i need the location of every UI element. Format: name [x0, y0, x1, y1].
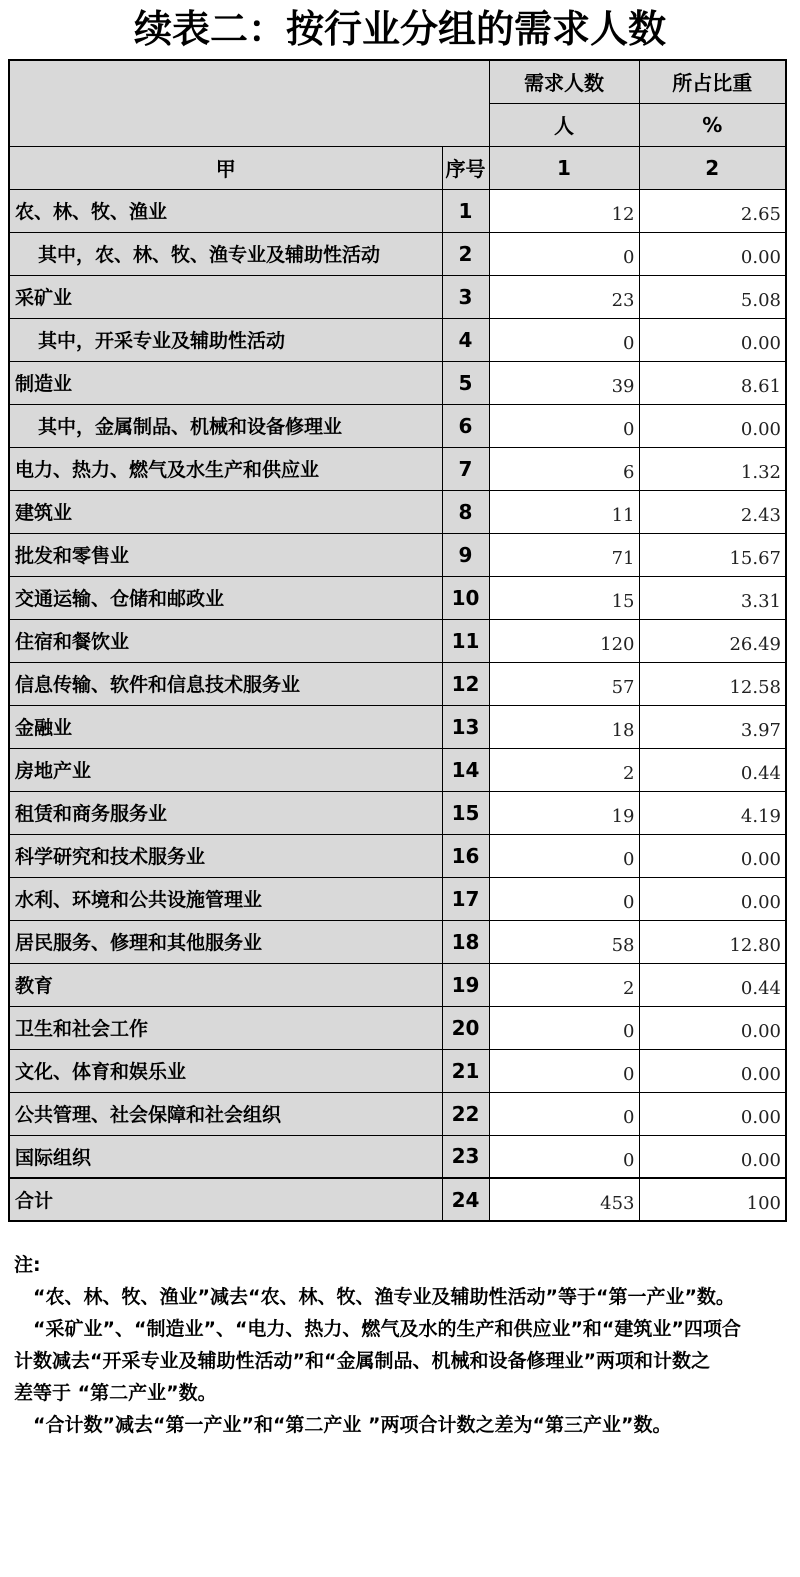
row-ratio-cell: 3.31	[639, 576, 786, 619]
table-row	[9, 1178, 786, 1221]
table-row	[9, 705, 786, 748]
table-row	[9, 619, 786, 662]
row-ratio-cell: 4.19	[639, 791, 786, 834]
row-name-cell: 科学研究和技术服务业	[9, 834, 442, 877]
header-index-count: 1	[489, 146, 639, 189]
row-name-cell: 租赁和商务服务业	[9, 791, 442, 834]
row-ratio-cell: 12.80	[639, 920, 786, 963]
row-count-cell: 0	[489, 1049, 639, 1092]
row-name-cell: 交通运输、仓储和邮政业	[9, 576, 442, 619]
row-count-cell: 120	[489, 619, 639, 662]
row-count-cell: 19	[489, 791, 639, 834]
row-name-cell: 合计	[9, 1178, 442, 1221]
row-count-cell: 0	[489, 318, 639, 361]
row-ratio-cell: 0.44	[639, 963, 786, 1006]
header-demand-count: 需求人数	[489, 60, 639, 103]
row-count-cell: 0	[489, 232, 639, 275]
table-row	[9, 963, 786, 1006]
footnotes	[14, 1249, 784, 1441]
table-row	[9, 232, 786, 275]
note-line: “采矿业”、“制造业”、“电力、热力、燃气及水的生产和供应业”和“建筑业”四项合	[14, 1318, 741, 1340]
row-ratio-cell: 3.97	[639, 705, 786, 748]
row-count-cell: 0	[489, 1135, 639, 1178]
row-ratio-cell: 0.00	[639, 404, 786, 447]
row-ratio-cell: 100	[639, 1178, 786, 1221]
row-seq-cell: 23	[442, 1135, 489, 1178]
row-seq-cell: 10	[442, 576, 489, 619]
row-name-cell: 公共管理、社会保障和社会组织	[9, 1092, 442, 1135]
row-ratio-cell: 0.00	[639, 1049, 786, 1092]
row-name-cell: 其中，农、林、牧、渔专业及辅助性活动	[9, 232, 442, 275]
row-count-cell: 23	[489, 275, 639, 318]
row-name-cell: 农、林、牧、渔业	[9, 189, 442, 232]
table-row	[9, 834, 786, 877]
row-seq-cell: 20	[442, 1006, 489, 1049]
row-name-cell: 信息传输、软件和信息技术服务业	[9, 662, 442, 705]
table-row	[9, 404, 786, 447]
header-unit-ratio: %	[639, 103, 786, 146]
row-seq-cell: 24	[442, 1178, 489, 1221]
header-unit-count: 人	[489, 103, 639, 146]
row-count-cell: 58	[489, 920, 639, 963]
row-count-cell: 0	[489, 834, 639, 877]
row-seq-cell: 21	[442, 1049, 489, 1092]
row-ratio-cell: 0.00	[639, 877, 786, 920]
row-ratio-cell: 12.58	[639, 662, 786, 705]
header-seq-col: 序号	[442, 146, 489, 189]
row-count-cell: 0	[489, 877, 639, 920]
row-name-cell: 教育	[9, 963, 442, 1006]
page-title: 续表二：按行业分组的需求人数	[133, 7, 666, 51]
row-count-cell: 2	[489, 748, 639, 791]
row-count-cell: 15	[489, 576, 639, 619]
row-count-cell: 12	[489, 189, 639, 232]
row-seq-cell: 8	[442, 490, 489, 533]
table-row	[9, 1092, 786, 1135]
row-count-cell: 453	[489, 1178, 639, 1221]
note-line: 差等于 “第二产业”数。	[14, 1382, 217, 1404]
header-blank-cell	[9, 60, 489, 146]
note-line: 注:	[14, 1254, 41, 1276]
row-ratio-cell: 0.00	[639, 1135, 786, 1178]
row-count-cell: 18	[489, 705, 639, 748]
row-seq-cell: 3	[442, 275, 489, 318]
row-count-cell: 0	[489, 1092, 639, 1135]
row-count-cell: 71	[489, 533, 639, 576]
row-seq-cell: 18	[442, 920, 489, 963]
row-ratio-cell: 0.00	[639, 1006, 786, 1049]
table-row	[9, 662, 786, 705]
row-name-cell: 批发和零售业	[9, 533, 442, 576]
table-row	[9, 447, 786, 490]
row-count-cell: 6	[489, 447, 639, 490]
row-ratio-cell: 5.08	[639, 275, 786, 318]
row-ratio-cell: 0.00	[639, 1092, 786, 1135]
table-row	[9, 361, 786, 404]
table-row	[9, 318, 786, 361]
row-ratio-cell: 2.65	[639, 189, 786, 232]
industry-demand-table	[8, 59, 787, 1222]
row-seq-cell: 11	[442, 619, 489, 662]
row-ratio-cell: 0.00	[639, 834, 786, 877]
table-row	[9, 920, 786, 963]
row-seq-cell: 7	[442, 447, 489, 490]
row-ratio-cell: 0.44	[639, 748, 786, 791]
row-name-cell: 采矿业	[9, 275, 442, 318]
table-row	[9, 275, 786, 318]
row-ratio-cell: 0.00	[639, 318, 786, 361]
table-row	[9, 877, 786, 920]
row-ratio-cell: 2.43	[639, 490, 786, 533]
row-name-cell: 国际组织	[9, 1135, 442, 1178]
row-ratio-cell: 1.32	[639, 447, 786, 490]
header-name-col: 甲	[9, 146, 442, 189]
row-count-cell: 39	[489, 361, 639, 404]
row-seq-cell: 12	[442, 662, 489, 705]
row-name-cell: 卫生和社会工作	[9, 1006, 442, 1049]
table-row	[9, 1135, 786, 1178]
note-line: “农、林、牧、渔业”减去“农、林、牧、渔专业及辅助性活动”等于“第一产业”数。	[14, 1286, 735, 1308]
row-ratio-cell: 26.49	[639, 619, 786, 662]
row-seq-cell: 22	[442, 1092, 489, 1135]
row-name-cell: 水利、环境和公共设施管理业	[9, 877, 442, 920]
row-count-cell: 0	[489, 1006, 639, 1049]
row-name-cell: 房地产业	[9, 748, 442, 791]
row-ratio-cell: 15.67	[639, 533, 786, 576]
row-seq-cell: 4	[442, 318, 489, 361]
table-row	[9, 576, 786, 619]
row-seq-cell: 5	[442, 361, 489, 404]
row-name-cell: 金融业	[9, 705, 442, 748]
note-line: “合计数”减去“第一产业”和“第二产业 ”两项合计数之差为“第三产业”数。	[14, 1414, 672, 1436]
table-row	[9, 490, 786, 533]
row-count-cell: 57	[489, 662, 639, 705]
row-ratio-cell: 0.00	[639, 232, 786, 275]
header-index-ratio: 2	[639, 146, 786, 189]
table-row	[9, 189, 786, 232]
note-line: 计数减去“开采专业及辅助性活动”和“金属制品、机械和设备修理业”两项和计数之	[14, 1350, 710, 1372]
table-row	[9, 1006, 786, 1049]
row-seq-cell: 13	[442, 705, 489, 748]
row-seq-cell: 6	[442, 404, 489, 447]
table-row	[9, 533, 786, 576]
header-share-ratio: 所占比重	[639, 60, 786, 103]
row-name-cell: 住宿和餐饮业	[9, 619, 442, 662]
row-ratio-cell: 8.61	[639, 361, 786, 404]
row-seq-cell: 14	[442, 748, 489, 791]
table-row	[9, 791, 786, 834]
row-seq-cell: 17	[442, 877, 489, 920]
row-seq-cell: 9	[442, 533, 489, 576]
row-count-cell: 0	[489, 404, 639, 447]
row-name-cell: 制造业	[9, 361, 442, 404]
row-seq-cell: 1	[442, 189, 489, 232]
row-seq-cell: 2	[442, 232, 489, 275]
table-body	[9, 189, 786, 1221]
table-row	[9, 1049, 786, 1092]
row-seq-cell: 16	[442, 834, 489, 877]
row-name-cell: 电力、热力、燃气及水生产和供应业	[9, 447, 442, 490]
table-row	[9, 748, 786, 791]
row-name-cell: 建筑业	[9, 490, 442, 533]
row-name-cell: 居民服务、修理和其他服务业	[9, 920, 442, 963]
row-name-cell: 其中，开采专业及辅助性活动	[9, 318, 442, 361]
row-seq-cell: 19	[442, 963, 489, 1006]
row-name-cell: 文化、体育和娱乐业	[9, 1049, 442, 1092]
row-count-cell: 2	[489, 963, 639, 1006]
row-count-cell: 11	[489, 490, 639, 533]
row-seq-cell: 15	[442, 791, 489, 834]
row-name-cell: 其中，金属制品、机械和设备修理业	[9, 404, 442, 447]
